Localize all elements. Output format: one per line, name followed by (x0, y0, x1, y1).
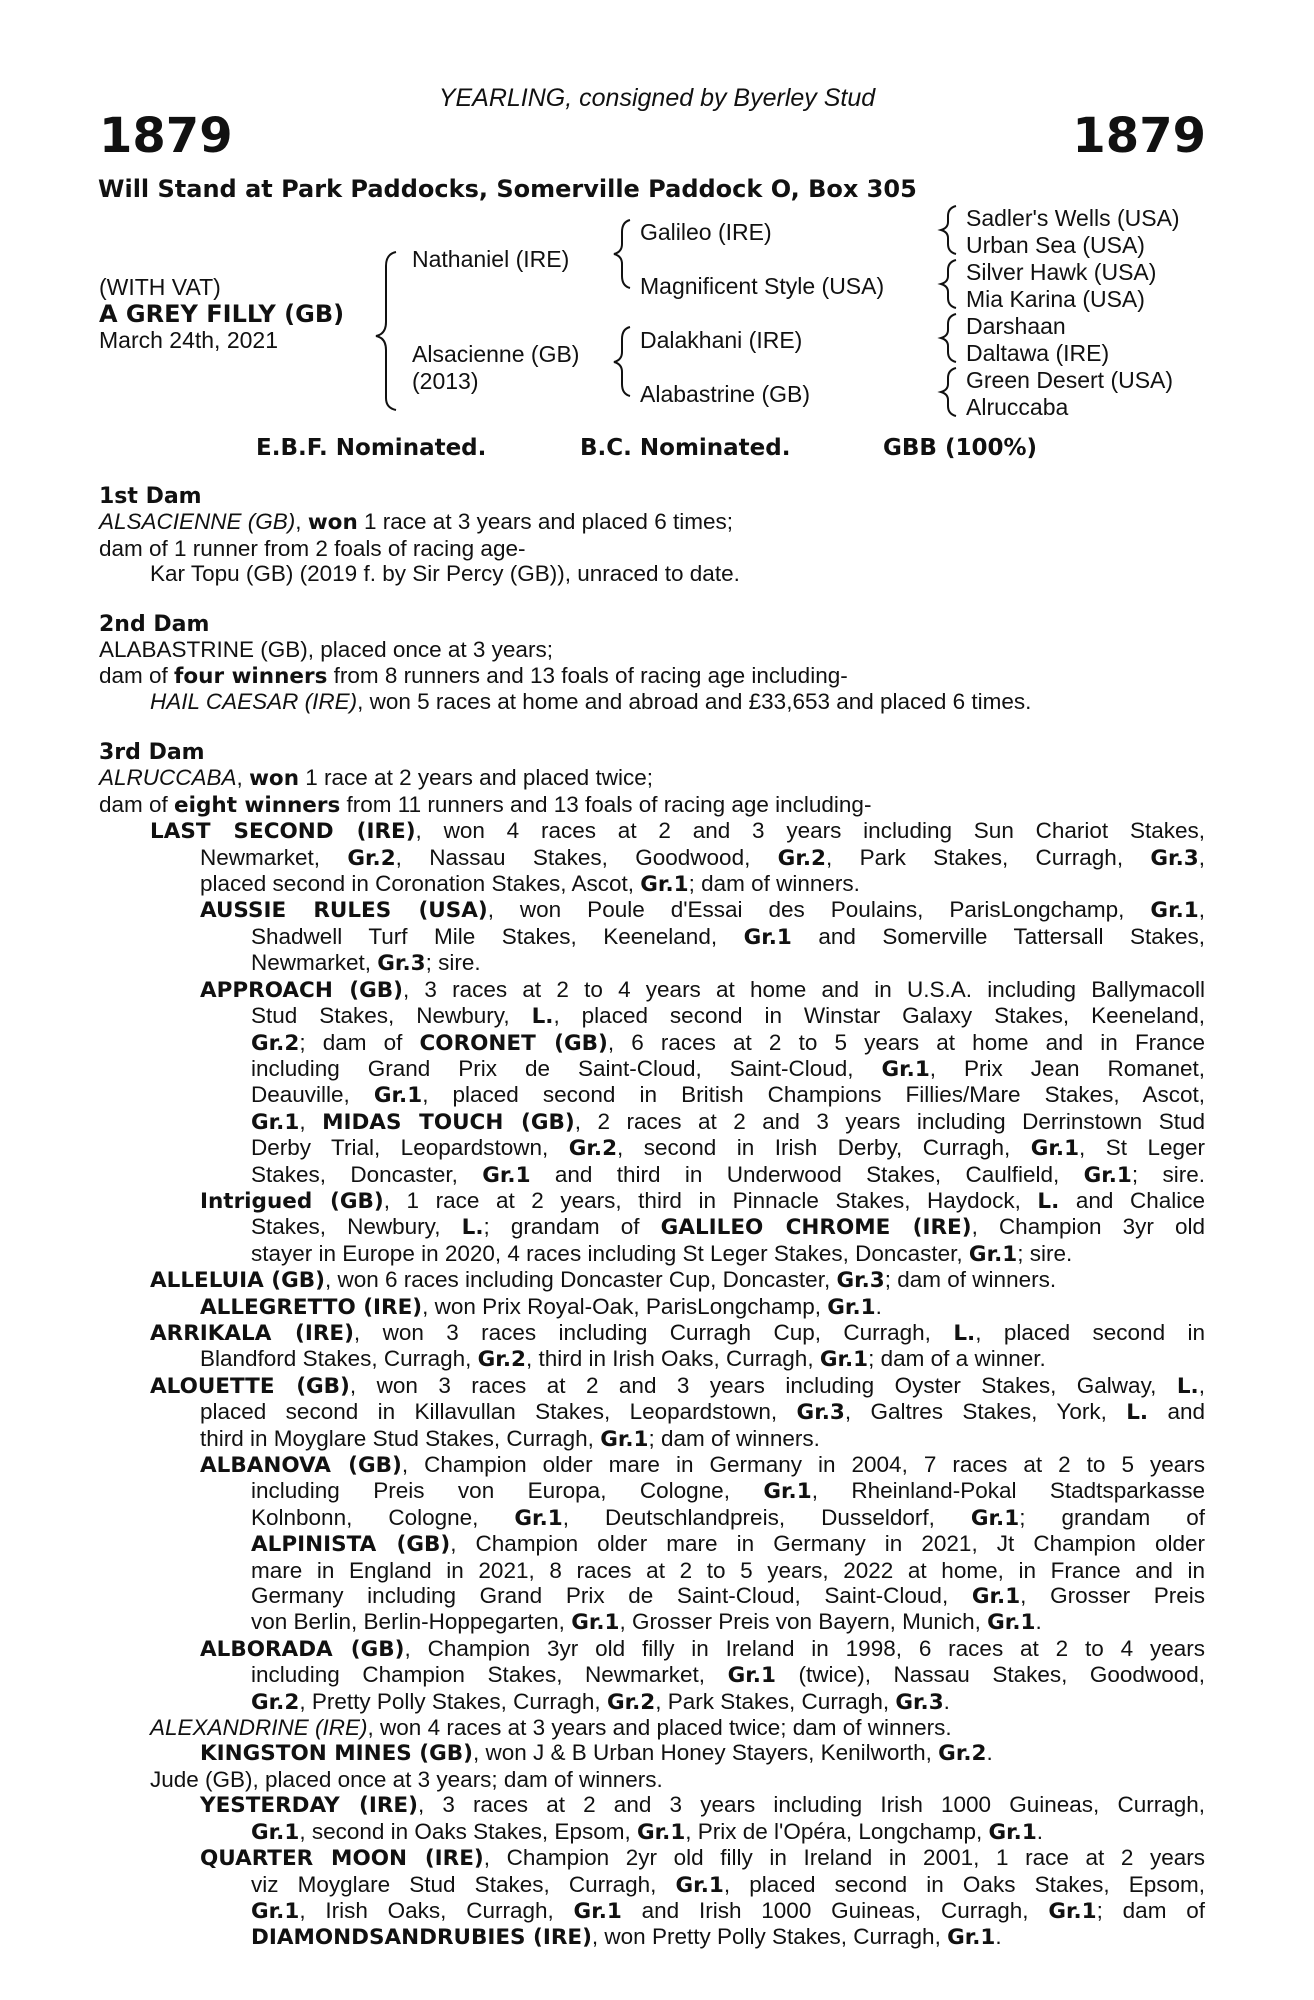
produce-record (99, 484, 1205, 1951)
third-dam-line: placed second in Coronation Stakes, Ascot, Gr.1; dam of winners. (200, 871, 860, 898)
ancestor-8: Alruccaba (966, 394, 1069, 420)
third-dam-line: placed second in Killavullan Stakes, Leopardstown, Gr.3, Galtres Stakes, York, L. and (200, 1399, 1205, 1426)
second-dam-line: ALABASTRINE (GB), placed once at 3 years; (99, 637, 553, 663)
first-dam-title: 1st Dam (99, 484, 202, 509)
third-dam-line: Kolnbonn, Cologne, Gr.1, Deutschlandpreis, Dusseldorf, Gr.1; grandam of (251, 1504, 1206, 1531)
third-dam-line: Stakes, Doncaster, Gr.1 and third in Underwood Stakes, Caulfield, Gr.1; sire. (251, 1161, 1205, 1188)
third-dam-line: third in Moyglare Stud Stakes, Curragh, Gr.1; dam of winners. (200, 1425, 820, 1452)
second-dam-line: dam of four winners from 8 runners and 13 foals of racing age including- (99, 662, 848, 689)
stand-location: Will Stand at Park Paddocks, Somerville Paddock O, Box 305 (98, 175, 917, 203)
second-dam-line: HAIL CAESAR (IRE), won 5 races at home and abroad and £33,653 and placed 6 times. (150, 689, 1032, 715)
third-dam-line: Gr.1, MIDAS TOUCH (GB), 2 races at 2 and 3 years including Derrinstown Stud (251, 1108, 1205, 1135)
ancestor-4: Mia Karina (USA) (966, 286, 1145, 312)
third-dam-line: YESTERDAY (IRE), 3 races at 2 and 3 years including Irish 1000 Guineas, Curragh, (200, 1792, 1205, 1819)
third-dam-line: Gr.2, Pretty Polly Stakes, Curragh, Gr.2, Park Stakes, Curragh, Gr.3. (251, 1688, 950, 1715)
sire-dam: Magnificent Style (USA) (640, 273, 885, 299)
third-dam-line: Gr.1, second in Oaks Stakes, Epsom, Gr.1, Prix de l'Opéra, Longchamp, Gr.1. (251, 1818, 1044, 1845)
third-dam-line: mare in England in 2021, 8 races at 2 to 5 years, 2022 at home, in France and in (251, 1557, 1205, 1583)
third-dam-line: Blandford Stakes, Curragh, Gr.2, third in Irish Oaks, Curragh, Gr.1; dam of a winner. (200, 1346, 1046, 1373)
ancestor-6: Daltawa (IRE) (966, 340, 1110, 366)
lot-number-right: 1879 (1072, 108, 1206, 164)
third-dam-line: von Berlin, Berlin-Hoppegarten, Gr.1, Grosser Preis von Bayern, Munich, Gr.1. (251, 1609, 1042, 1636)
third-dam-line: ALEXANDRINE (IRE), won 4 races at 3 years and placed twice; dam of winners. (150, 1715, 952, 1741)
third-dam-line: Gr.1, Irish Oaks, Curragh, Gr.1 and Irish 1000 Guineas, Curragh, Gr.1; dam of (251, 1897, 1205, 1924)
third-dam-line: DIAMONDSANDRUBIES (IRE), won Pretty Polly Stakes, Curragh, Gr.1. (251, 1924, 1002, 1951)
first-dam-line: ALSACIENNE (GB), won 1 race at 3 years and placed 6 times; (99, 509, 733, 536)
subject-name: A GREY FILLY (GB) (99, 300, 345, 328)
ancestor-5: Darshaan (966, 313, 1066, 339)
third-dam-line: including Champion Stakes, Newmarket, Gr.1 (twice), Nassau Stakes, Goodwood, (251, 1662, 1205, 1689)
third-dam-line: Newmarket, Gr.3; sire. (251, 950, 481, 977)
third-dam-line: AUSSIE RULES (USA), won Poule d'Essai des Poulains, ParisLongchamp, Gr.1, (200, 897, 1205, 924)
third-dam-line: viz Moyglare Stud Stakes, Curragh, Gr.1, placed second in Oaks Stakes, Epsom, (251, 1871, 1206, 1898)
vat-note: (WITH VAT) (99, 274, 221, 300)
third-dam-line: Deauville, Gr.1, placed second in British Champions Fillies/Mare Stakes, Ascot, (251, 1082, 1205, 1109)
third-dam-line: Derby Trial, Leopardstown, Gr.2, second in Irish Derby, Curragh, Gr.1, St Leger (251, 1135, 1205, 1162)
third-dam-line: ALPINISTA (GB), Champion older mare in Germany in 2021, Jt Champion older (251, 1531, 1206, 1558)
third-dam-line: Newmarket, Gr.2, Nassau Stakes, Goodwood, Gr.2, Park Stakes, Curragh, Gr.3, (200, 844, 1205, 871)
third-dam-line: ALRUCCABA, won 1 race at 2 years and placed twice; (99, 765, 653, 792)
second-dam-title: 2nd Dam (99, 612, 210, 638)
third-dam-line: Stud Stakes, Newbury, L., placed second in Winstar Galaxy Stakes, Keeneland, (251, 1003, 1205, 1030)
dam-foaled-year: (2013) (412, 368, 479, 394)
dam-dam: Alabastrine (GB) (640, 381, 811, 407)
third-dam-line: APPROACH (GB), 3 races at 2 to 4 years at home and in U.S.A. including Ballymacoll (200, 976, 1206, 1003)
dam-sire: Dalakhani (IRE) (640, 327, 803, 353)
third-dam-lines (99, 765, 1205, 1950)
third-dam-title: 3rd Dam (99, 740, 205, 766)
third-dam-line: ALBANOVA (GB), Champion older mare in Germany in 2004, 7 races at 2 to 5 years (200, 1452, 1205, 1478)
third-dam-line: ALBORADA (GB), Champion 3yr old filly in Ireland in 1998, 6 races at 2 to 4 years (200, 1635, 1206, 1662)
third-dam-line: Intrigued (GB), 1 race at 2 years, third in Pinnacle Stakes, Haydock, L. and Chalice (200, 1187, 1205, 1214)
ebf-nomination: E.B.F. Nominated. (256, 435, 487, 461)
third-dam-line: Gr.2; dam of CORONET (GB), 6 races at 2 to 5 years at home and in France (251, 1029, 1205, 1056)
first-dam-line: dam of 1 runner from 2 foals of racing age- (99, 535, 526, 561)
third-dam-line: including Grand Prix de Saint-Cloud, Saint-Cloud, Gr.1, Prix Jean Romanet, (251, 1055, 1205, 1082)
third-dam-line: dam of eight winners from 11 runners and 13 foals of racing age including- (99, 791, 872, 818)
third-dam-line: Stakes, Newbury, L.; grandam of GALILEO CHROME (IRE), Champion 3yr old (251, 1214, 1205, 1241)
gbb-rating: GBB (100%) (883, 435, 1038, 461)
foaling-date: March 24th, 2021 (99, 327, 279, 353)
dam: Alsacienne (GB) (412, 341, 580, 367)
sire: Nathaniel (IRE) (412, 246, 570, 272)
ancestor-2: Urban Sea (USA) (966, 232, 1145, 258)
third-dam-line: KINGSTON MINES (GB), won J & B Urban Honey Stayers, Kenilworth, Gr.2. (200, 1740, 993, 1767)
third-dam-line: Shadwell Turf Mile Stakes, Keeneland, Gr.1 and Somerville Tattersall Stakes, (251, 923, 1205, 950)
third-dam-line: including Preis von Europa, Cologne, Gr.1, Rheinland-Pokal Stadtsparkasse (251, 1478, 1205, 1505)
third-dam-line: ARRIKALA (IRE), won 3 races including Curragh Cup, Curragh, L., placed second in (150, 1319, 1205, 1346)
lot-number-left: 1879 (99, 108, 233, 164)
third-dam-line: QUARTER MOON (IRE), Champion 2yr old filly in Ireland in 2001, 1 race at 2 years (200, 1845, 1205, 1872)
ancestor-7: Green Desert (USA) (966, 367, 1174, 393)
ancestor-1: Sadler's Wells (USA) (966, 205, 1180, 231)
ancestor-3: Silver Hawk (USA) (966, 259, 1157, 285)
third-dam-line: Germany including Grand Prix de Saint-Cloud, Saint-Cloud, Gr.1, Grosser Preis (251, 1583, 1206, 1610)
third-dam-line: ALLEGRETTO (IRE), won Prix Royal-Oak, ParisLongchamp, Gr.1. (200, 1293, 882, 1320)
third-dam-line: LAST SECOND (IRE), won 4 races at 2 and 3 years including Sun Chariot Stakes, (150, 818, 1206, 845)
third-dam-line: Jude (GB), placed once at 3 years; dam of winners. (150, 1766, 663, 1792)
sire-sire: Galileo (IRE) (640, 219, 772, 245)
third-dam-line: ALOUETTE (GB), won 3 races at 2 and 3 years including Oyster Stakes, Galway, L., (150, 1372, 1205, 1399)
third-dam-line: stayer in Europe in 2020, 4 races including St Leger Stakes, Doncaster, Gr.1; sire. (251, 1240, 1073, 1267)
third-dam-line: ALLELUIA (GB), won 6 races including Doncaster Cup, Doncaster, Gr.3; dam of winners. (150, 1267, 1057, 1294)
consignment-line: YEARLING, consigned by Byerley Stud (438, 84, 876, 112)
bc-nomination: B.C. Nominated. (580, 435, 791, 461)
first-dam-line: Kar Topu (GB) (2019 f. by Sir Percy (GB)), unraced to date. (150, 561, 740, 587)
